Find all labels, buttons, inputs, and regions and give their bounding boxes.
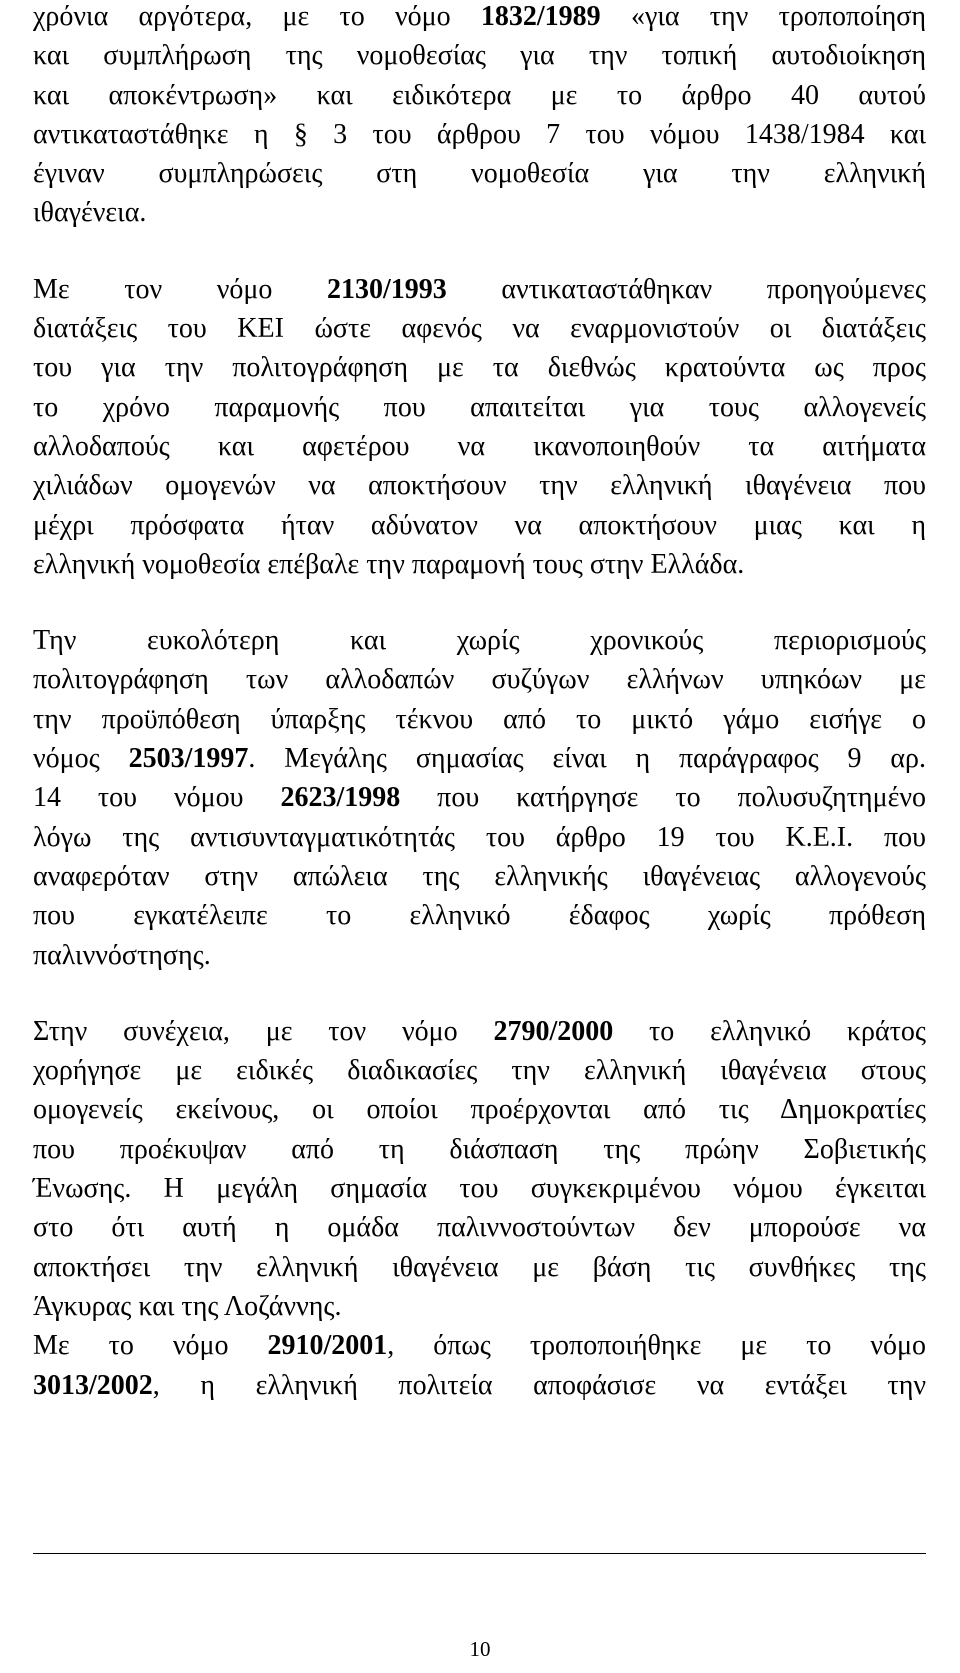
text-line: του για την πολιτογράφηση με τα διεθνώς κρατούντα ως προς bbox=[33, 352, 926, 384]
text-line: 14 του νόμου 2623/1998 που κατήργησε το πολυσυζητημένο bbox=[33, 782, 927, 814]
text-line: παλιννόστησης. bbox=[33, 939, 211, 971]
footer-divider bbox=[33, 1553, 926, 1554]
text-line: αναφερόταν στην απώλεια της ελληνικής ιθαγένειας αλλογενούς bbox=[33, 860, 926, 892]
text-line: αλλοδαπούς και αφετέρου να ικανοποιηθούν τα αιτήματα bbox=[33, 430, 926, 462]
text-line: διατάξεις του ΚΕΙ ώστε αφενός να εναρμονιστούν οι διατάξεις bbox=[33, 313, 926, 345]
text-line: και αποκέντρωση» και ειδικότερα με το άρθρο 40 αυτού bbox=[33, 79, 926, 111]
text-line: χορήγησε με ειδικές διαδικασίες την ελληνική ιθαγένεια στους bbox=[33, 1055, 926, 1087]
text-line: που προέκυψαν από τη διάσπαση της πρώην Σοβιετικής bbox=[33, 1133, 926, 1165]
text-line: Με το νόμο 2910/2001, όπως τροποποιήθηκε με το νόμο bbox=[33, 1330, 926, 1362]
text-line: Με τον νόμο 2130/1993 αντικαταστάθηκαν προηγούμενες bbox=[33, 273, 926, 305]
text-line: ιθαγένεια. bbox=[33, 197, 147, 229]
paragraph-law-2790-2000 bbox=[33, 1012, 926, 1326]
law-reference: 2910/2001 bbox=[267, 1330, 388, 1362]
law-reference: 3013/2002 bbox=[33, 1369, 153, 1401]
text-line: ελληνική νομοθεσία επέβαλε την παραμονή τους στην Ελλάδα. bbox=[33, 548, 745, 580]
text-line: στο ότι αυτή η ομάδα παλιννοστούντων δεν μπορούσε να bbox=[33, 1212, 926, 1244]
text-line: πολιτογράφηση των αλλοδαπών συζύγων ελλήνων υπηκόων με bbox=[33, 664, 926, 696]
text-line: ομογενείς εκείνους, οι οποίοι προέρχονται από τις Δημοκρατίες bbox=[33, 1094, 926, 1126]
text-line: χιλιάδων ομογενών να αποκτήσουν την ελληνική ιθαγένεια που bbox=[33, 470, 926, 502]
text-line: έγιναν συμπληρώσεις στη νομοθεσία για την ελληνική bbox=[33, 158, 926, 190]
paragraph-law-2910-2001 bbox=[33, 1326, 926, 1405]
text-line: αποκτήσει την ελληνική ιθαγένεια με βάση τις συνθήκες της bbox=[33, 1251, 926, 1283]
paragraph-law-1832-1989 bbox=[33, 0, 926, 233]
text-line: νόμος 2503/1997. Μεγάλης σημασίας είναι η παράγραφος 9 αρ. bbox=[33, 743, 926, 775]
text-line: μέχρι πρόσφατα ήταν αδύνατον να αποκτήσουν μιας και η bbox=[33, 509, 926, 541]
text-line: που εγκατέλειπε το ελληνικό έδαφος χωρίς πρόθεση bbox=[33, 900, 926, 932]
text-line: Την ευκολότερη και χωρίς χρονικούς περιορισμούς bbox=[33, 625, 926, 657]
text-line: αντικαταστάθηκε η § 3 του άρθρου 7 του νόμου 1438/1984 και bbox=[33, 118, 926, 150]
text-line: την προϋπόθεση ύπαρξης τέκνου από το μικτό γάμο εισήγε ο bbox=[33, 703, 926, 735]
text-line: Στην συνέχεια, με τον νόμο 2790/2000 το ελληνικό κράτος bbox=[33, 1015, 926, 1047]
text-line: Ένωσης. Η μεγάλη σημασία του συγκεκριμένου νόμου έγκειται bbox=[33, 1173, 926, 1205]
text-line: λόγω της αντισυνταγματικότητάς του άρθρο 19 του Κ.Ε.Ι. που bbox=[33, 821, 926, 853]
paragraph-law-2130-1993 bbox=[33, 270, 926, 584]
text-line: χρόνια αργότερα, με το νόμο 1832/1989 «για την τροποποίηση bbox=[33, 1, 926, 32]
page-number: 10 bbox=[469, 1637, 491, 1661]
document-body bbox=[33, 0, 926, 1405]
text-line: το χρόνο παραμονής που απαιτείται για τους αλλογενείς bbox=[33, 391, 926, 423]
text-line: 3013/2002, η ελληνική πολιτεία αποφάσισε να εντάξει την bbox=[33, 1369, 926, 1401]
law-reference: 1832/1989 bbox=[480, 1, 601, 32]
text-line: και συμπλήρωση της νομοθεσίας για την τοπική αυτοδιοίκηση bbox=[33, 40, 926, 72]
law-reference: 2130/1993 bbox=[326, 273, 447, 305]
law-reference: 2790/2000 bbox=[493, 1015, 614, 1047]
paragraph-law-2503-1997 bbox=[33, 621, 926, 975]
text-line: Άγκυρας και της Λοζάννης. bbox=[33, 1290, 342, 1322]
law-reference: 2503/1997 bbox=[128, 743, 249, 775]
law-reference: 2623/1998 bbox=[280, 782, 401, 814]
